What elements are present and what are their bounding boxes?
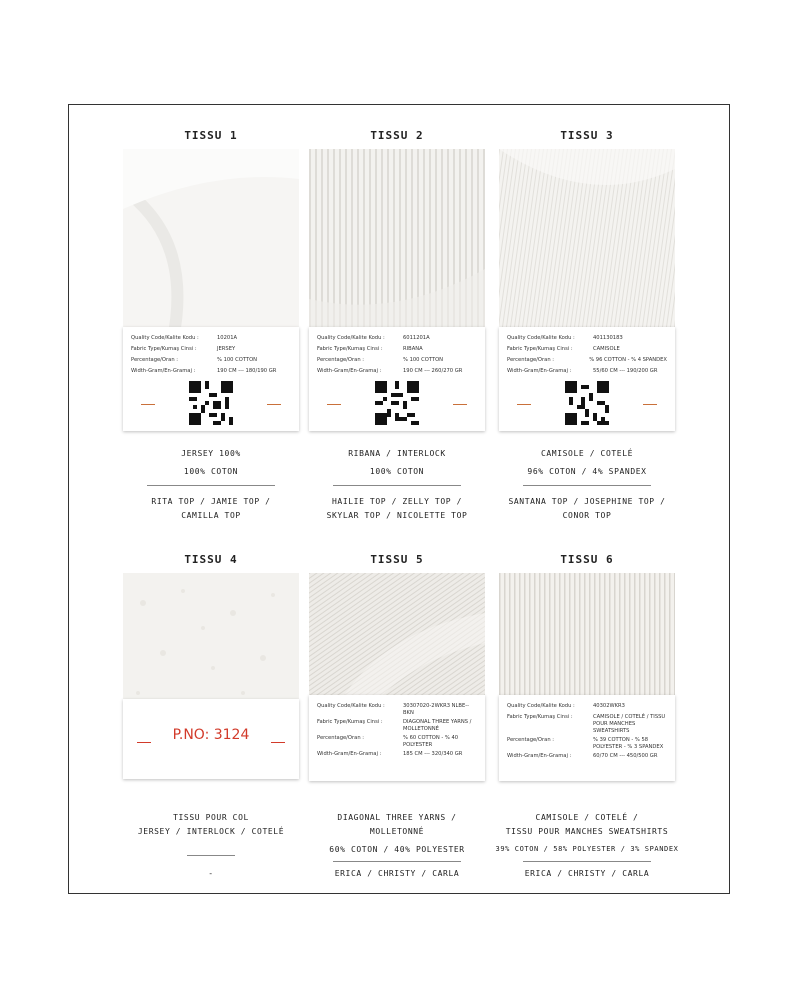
divider [147, 485, 275, 486]
tissu-title: TISSU 2 [370, 129, 424, 142]
fabric-name: DIAGONAL THREE YARNS / [337, 813, 457, 822]
fabric-name: MOLLETONNÉ [369, 827, 425, 836]
accent-dash [517, 404, 531, 405]
model-line: SKYLAR TOP / NICOLETTE TOP [326, 511, 468, 520]
model-line: ERICA / CHRISTY / CARLA [334, 869, 460, 878]
tissu-title: TISSU 1 [184, 129, 238, 142]
fabric-name: JERSEY 100% [181, 449, 241, 458]
accent-dash [141, 404, 155, 405]
model-line: - [208, 869, 214, 878]
divider [523, 485, 651, 486]
model-line: HAILIE TOP / ZELLY TOP / [332, 497, 462, 506]
product-number-label [123, 699, 299, 779]
fabric-name: TISSU POUR MANCHES SWEATSHIRTS [505, 827, 669, 836]
tissu-title: TISSU 6 [560, 553, 614, 566]
fabric-swatch-jersey [123, 149, 299, 339]
model-line: ERICA / CHRISTY / CARLA [524, 869, 650, 878]
fabric-swatch-ribana [309, 149, 485, 339]
model-line: RITA TOP / JAMIE TOP / [151, 497, 271, 506]
quality-label: Quality Code/Kalite Kodu : 6011201A Fabric Type/Kumaş Cinsi : RIBANA Percentage/Oran : % 100 COTTON Width-Gram/En-Gramaj : 190 CM --- 260/270 GR [309, 327, 485, 431]
fabric-composition: 100% COTON [183, 467, 239, 476]
fabric-composition: 39% COTON / 58% POLYESTER / 3% SPANDEX [495, 845, 679, 853]
tissu-title: TISSU 3 [560, 129, 614, 142]
divider [333, 485, 461, 486]
fabric-swatch-camisole [499, 149, 675, 339]
model-line: SANTANA TOP / JOSEPHINE TOP / [508, 497, 666, 506]
qr-code-icon [375, 381, 419, 425]
fabric-name: JERSEY / INTERLOCK / COTELÉ [137, 827, 285, 836]
tissu-title: TISSU 5 [370, 553, 424, 566]
fabric-composition: 100% COTON [369, 467, 425, 476]
fabric-name: CAMISOLE / COTELÉ / [535, 813, 639, 822]
fabric-composition: 96% COTON / 4% SPANDEX [527, 467, 647, 476]
quality-label: Quality Code/Kalite Kodu : 40113018З Fabric Type/Kumaş Cinsi : CAMISOLE Percentage/Oran : % 96 COTTON - % 4 SPANDEX Width-Gram/En-Gramaj : 55/60 CM --- 190/200 GR [499, 327, 675, 431]
qr-code-icon [189, 381, 233, 425]
quality-label: Quality Code/Kalite Kodu : 30307020-2WKR3 NLBE--BKN Fabric Type/Kumaş Cinsi : DIAGONAL THREE YARNS / MOLLETONNÉ Percentage/Oran : % 60 COTTON - % 40 POLYESTER Width-Gram/En-Gramaj : 185 CM --- 320/340 GR [309, 695, 485, 781]
model-line: CAMILLA TOP [181, 511, 241, 520]
catalog-frame [68, 104, 730, 894]
accent-dash [453, 404, 467, 405]
accent-dash [271, 742, 285, 743]
quality-label: Quality Code/Kalite Kodu : 10201A Fabric Type/Kumaş Cinsi : JERSEY Percentage/Oran : % 100 COTTON Width-Gram/En-Gramaj : 190 CM --- 180/190 GR [123, 327, 299, 431]
divider [187, 855, 235, 856]
accent-dash [643, 404, 657, 405]
accent-dash [267, 404, 281, 405]
divider [523, 861, 651, 862]
qr-code-icon [565, 381, 609, 425]
fabric-composition: 60% COTON / 40% POLYESTER [329, 845, 465, 854]
fabric-name: RIBANA / INTERLOCK [348, 449, 446, 458]
quality-label: Quality Code/Kalite Kodu : 40302WKR3 Fabric Type/Kumaş Cinsi : CAMISOLE / COTELÉ / TISSU POUR MANCHES SWEATSHIRTS Percentage/Oran : % 39 COTTON - % 58 POLYESTER - % 3 SPANDEX Width-Gram/En-Gramaj : 60/70 CM --- 450/500 GR [499, 695, 675, 781]
tissu-title: TISSU 4 [184, 553, 238, 566]
fabric-name: CAMISOLE / COTELÉ [540, 449, 634, 458]
fabric-name: TISSU POUR COL [173, 813, 249, 822]
divider [333, 861, 461, 862]
product-number: P.NO: 3124 [172, 727, 250, 743]
accent-dash [327, 404, 341, 405]
model-line: CONOR TOP [562, 511, 612, 520]
